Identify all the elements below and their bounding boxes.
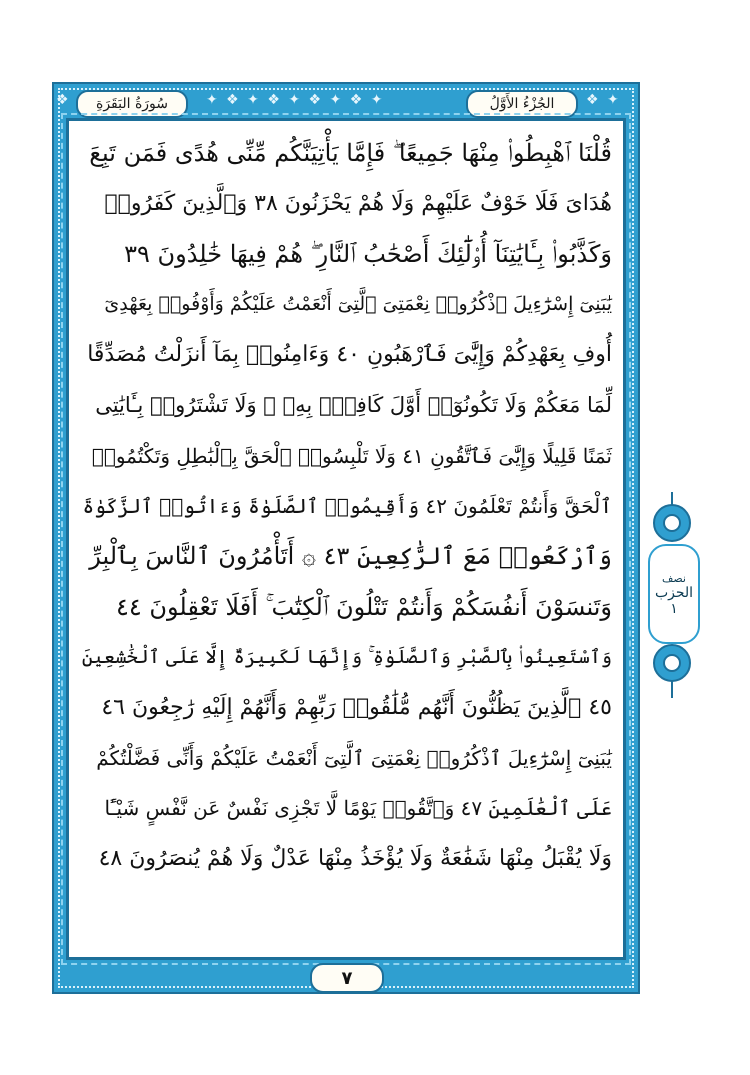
text-line: ٤٥ ٱلَّذِينَ يَظُنُّونَ أَنَّهُم مُّلَٰقُوا۟ رَبِّهِمْ وَأَنَّهُمْ إِلَيْهِ رَٰجِعُونَ ٤٦: [101, 694, 612, 720]
text-line: ثَمَنًا قَلِيلًا وَإِيَّٰىَ فَٱتَّقُونِ ٤١ وَلَا تَلْبِسُوا۟ ٱلْحَقَّ بِٱلْبَٰطِلِ وَتَكْتُمُوا۟: [91, 443, 612, 468]
text-line: لِّمَا مَعَكُمْ وَلَا تَكُونُوٓا۟ أَوَّلَ كَافِرٍۭ بِهِۦ ۖ وَلَا تَشْتَرُوا۟ بِـَٔايَٰتِى: [95, 393, 612, 418]
hizb-label-line1: نصف: [662, 571, 686, 585]
text-line: قُلْنَا ٱهْبِطُوا۟ مِنْهَا جَمِيعًا ۖ فَإِمَّا يَأْتِيَنَّكُم مِّنِّى هُدًى فَمَن تَبِعَ: [89, 139, 612, 168]
text-line: أُوفِ بِعَهْدِكُمْ وَإِيَّٰىَ فَٱرْهَبُونِ ٤٠ وَءَامِنُوا۟ بِمَآ أَنزَلْتُ مُصَدِّقًا: [87, 342, 612, 368]
surah-title: سُورَةُ البَقَرَةِ: [76, 90, 188, 118]
header-ornament: ✦ ❖ ✦ ❖ ✦ ❖ ✦ ❖ ✦: [206, 92, 385, 108]
corner-ornament-left: ❖: [56, 92, 71, 108]
marker-medallion-top-icon: [653, 504, 691, 542]
hizb-label-line3: ١: [670, 600, 678, 617]
text-line: يَٰبَنِىٓ إِسْرَٰٓءِيلَ ٱذْكُرُوا۟ نِعْمَتِىَ ٱلَّتِىٓ أَنْعَمْتُ عَلَيْكُمْ وَأَنِّى فَضَّلْتُكُمْ: [96, 745, 612, 770]
hizb-label-line2: الحزب: [654, 584, 694, 601]
text-line: وَتَنسَوْنَ أَنفُسَكُمْ وَأَنتُمْ تَتْلُونَ ٱلْكِتَٰبَ ۚ أَفَلَا تَعْقِلُونَ ٤٤: [116, 592, 612, 621]
marker-medallion-bottom-icon: [653, 644, 691, 682]
text-line: وَلَا يُقْبَلُ مِنْهَا شَفَٰعَةٌ وَلَا يُؤْخَذُ مِنْهَا عَدْلٌ وَلَا هُمْ يُنصَرُونَ ٤٨: [98, 846, 612, 872]
quran-text: [82, 128, 612, 934]
text-line: وَكَذَّبُوا۟ بِـَٔايَٰتِنَآ أُو۟لَٰٓئِكَ أَصْحَٰبُ ٱلنَّارِ ۖ هُمْ فِيهَا خَٰلِدُونَ ٣٩: [124, 239, 612, 268]
hizb-label: [648, 544, 700, 644]
text-line: عَلَى ٱلْعَٰلَمِينَ ٤٧ وَٱتَّقُوا۟ يَوْمًا لَّا تَجْزِى نَفْسٌ عَن نَّفْسٍ شَيْـًٔا: [104, 796, 612, 821]
text-line: هُدَاىَ فَلَا خَوْفٌ عَلَيْهِمْ وَلَا هُمْ يَحْزَنُونَ ٣٨ وَٱلَّذِينَ كَفَرُوا۟: [104, 191, 612, 217]
text-line: وَٱسْتَعِينُوا۟ بِٱلصَّبْرِ وَٱلصَّلَوٰةِ ۚ وَإِنَّهَا لَكَبِيرَةٌ إِلَّا عَلَى ٱلْخَٰشِعِينَ: [81, 646, 612, 669]
text-line: يَٰبَنِىٓ إِسْرَٰٓءِيلَ ٱذْكُرُوا۟ نِعْمَتِىَ ٱلَّتِىٓ أَنْعَمْتُ عَلَيْكُمْ وَأَوْفُوا۟ بِعَهْدِىٓ: [104, 293, 612, 316]
page-number: ٧: [310, 963, 384, 993]
corner-ornament-right: ❖ ✦: [586, 92, 621, 108]
text-line: ٱلْحَقَّ وَأَنتُمْ تَعْلَمُونَ ٤٢ وَأَقِيمُوا۟ ٱلصَّلَوٰةَ وَءَاتُوا۟ ٱلزَّكَوٰةَ: [82, 493, 612, 518]
text-line: وَٱرْكَعُوا۟ مَعَ ٱلرَّٰكِعِينَ ٤٣ ۞ أَتَأْمُرُونَ ٱلنَّاسَ بِٱلْبِرِّ: [89, 542, 612, 571]
hizb-marker: [645, 492, 699, 714]
marker-stem-bottom: [671, 680, 673, 698]
juz-title: الجُزْءُ الأَوَّلُ: [466, 90, 578, 118]
text-line: [82, 884, 612, 934]
